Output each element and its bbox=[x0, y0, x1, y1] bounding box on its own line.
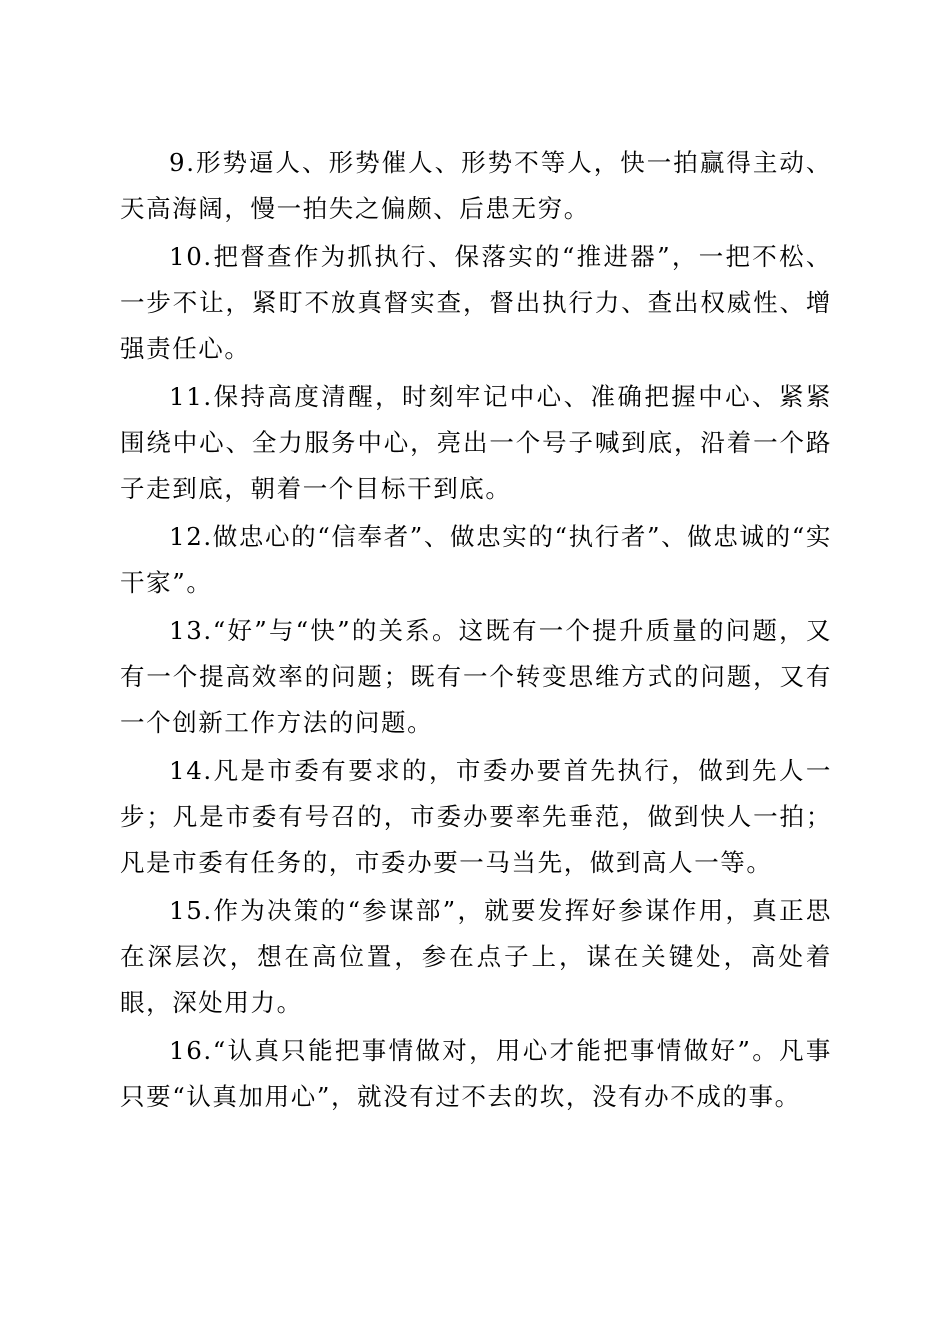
paragraph-15: 15.作为决策的“参谋部”，就要发挥好参谋作用，真正思在深层次，想在高位置，参在点子上，谋在关键处，高处着眼，深处用力。 bbox=[120, 896, 832, 1017]
paragraph-9: 9.形势逼人、形势催人、形势不等人，快一拍赢得主动、天高海阔，慢一拍失之偏颇、后患无穷。 bbox=[120, 148, 832, 223]
paragraph-13: 13.“好”与“快”的关系。这既有一个提升质量的问题，又有一个提高效率的问题；既有一个转变思维方式的问题，又有一个创新工作方法的问题。 bbox=[120, 616, 832, 737]
document-body bbox=[120, 140, 832, 1122]
paragraph-14: 14.凡是市委有要求的，市委办要首先执行，做到先人一步；凡是市委有号召的，市委办要率先垂范，做到快人一拍；凡是市委有任务的，市委办要一马当先，做到高人一等。 bbox=[120, 756, 832, 877]
paragraph-11: 11.保持高度清醒，时刻牢记中心、准确把握中心、紧紧围绕中心、全力服务中心，亮出一个号子喊到底，沿着一个路子走到底，朝着一个目标干到底。 bbox=[120, 382, 832, 503]
paragraph-10: 10.把督查作为抓执行、保落实的“推进器”，一把不松、一步不让，紧盯不放真督实查，督出执行力、查出权威性、增强责任心。 bbox=[120, 242, 832, 363]
paragraph-12: 12.做忠心的“信奉者”、做忠实的“执行者”、做忠诚的“实干家”。 bbox=[120, 522, 832, 597]
paragraph-16: 16.“认真只能把事情做对，用心才能把事情做好”。凡事只要“认真加用心”，就没有过不去的坎，没有办不成的事。 bbox=[120, 1036, 832, 1111]
